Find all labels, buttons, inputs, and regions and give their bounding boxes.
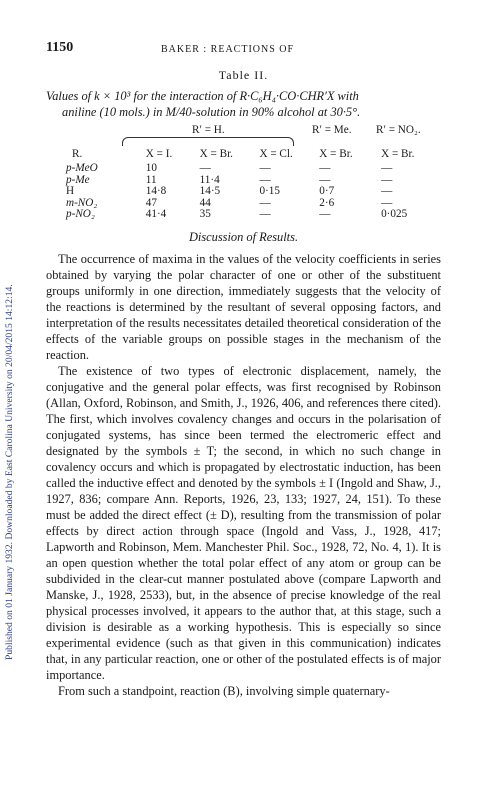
rate-table [46,149,441,220]
table-cell: 10 [145,162,157,175]
table-cell: — [381,185,393,198]
table-cell: 0·7 [319,185,335,198]
running-head: BAKER : REACTIONS OF [161,44,295,55]
group-brace-h [122,137,294,146]
table-cell: — [319,208,331,221]
table-cell: — [259,196,271,209]
table-header-row [46,149,441,163]
table-cell: m-NO₂ [66,196,98,209]
table-cell: 44 [199,196,211,209]
table-cell: 11 [145,173,157,186]
page-header [46,40,441,58]
body-paragraph: From such a standpoint, reaction (B), involving simple quaternary- [58,684,390,699]
publication-sidebar [4,60,18,660]
table-caption: Table II. [218,68,269,82]
table-title-line-2: aniline (10 mols.) in M/40-solution in 90% alcohol at 30·5°. [62,105,361,119]
table-cell: p-MeO [66,162,98,175]
table-cell: 35 [199,208,211,221]
column-header: X = Br. [319,148,353,160]
table-cell: — [259,173,271,186]
publication-note: Published on 01 January 1932. Downloaded by East Carolina University on 20/04/2015 14:12:14. [4,284,15,660]
table-cell: — [381,173,393,186]
section-heading: Discussion of Results. [188,230,299,245]
body-paragraph: The existence of two types of electronic displacement, namely, the conjugative and the general polar effects, was first recognised by Robinson (Allan, Oxford, Robinson, and Smith, J., 1926, 406, and references there cited). The first, which involves covalency changes and occurs in the polarisation of conjugated systems, has since been termed the electromeric effect and designated by the symbols ± T; the second, in which no such change in covalency occurs and which is propagated by electrostatic induction, has been called the inductive effect and denoted by the symbols ± I (Ingold and Shaw, J., 1927, 836; compare Ann. Reports, 1926, 23, 133; 1927, 24, 151). To these must be added the direct effect (± D), resulting from the transmission of polar effects by direct action through space (Ingold and Vass, J., 1928, 417; Lapworth and Robinson, Mem. Manchester Phil. Soc., 1928, 72, No. 4, 1). It is an open question whether the total polar effect of any atom or group can be subdivided in the clear-cut manner postulated above (compare Lapworth and Manske, J., 1928, 2533), but, in the absence of precise knowledge of the real physical processes involved, it appears to the author that, at this stage, such a division is desirable as a working hypothesis. This is especially so since experimental evidence (such as that given in this communication) indicates that, in any particular reaction, one or other of the postulated effects is of major importance. [46,364,441,683]
table-cell: 14·5 [199,185,221,198]
column-header: X = I. [145,148,173,160]
table-cell: 14·8 [145,185,167,198]
table-cell: 0·15 [259,185,280,198]
column-header: X = Br. [381,148,415,160]
table-cell: — [381,196,393,209]
column-group-headers [46,123,441,149]
table-cell: 41·4 [145,208,167,221]
table-cell: 11·4 [199,173,220,186]
table-cell: H [66,185,75,198]
table-cell: 0·025 [381,208,408,221]
column-header: X = Br. [199,148,233,160]
table-row [46,209,441,220]
group-header-h: R′ = H. [192,124,225,136]
group-header-no2: R′ = NO₂. [376,124,421,136]
column-header: R. [72,148,83,160]
table-cell: — [199,162,211,175]
table-cell: — [319,162,331,175]
table-cell: — [319,173,331,186]
table-title-line-1: Values of k × 10³ for the interaction of R·C₆H₄·CO·CHR′X with [46,89,359,103]
table-cell: 2·6 [319,196,335,209]
table-title [46,88,441,120]
table-cell: — [259,162,271,175]
body-paragraph: The occurrence of maxima in the values of the velocity coefficients in series obtained by varying the polar character of one or other of the substituent groups uniformly in one direction, immediately suggests that the velocity of the reactions is determined by the resultant of several opposing factors, and interpretation of the results necessitates detailed theoretical consideration of the effects of the variable groups on possible stages in the mechanism of the reaction. [46,252,441,363]
column-header: X = Cl. [259,148,293,160]
table-cell: — [259,208,271,221]
page-number: 1150 [46,40,74,55]
page-content [46,40,441,699]
table-row [46,186,441,197]
table-cell: — [381,162,393,175]
table-cell: p-NO₂ [66,208,95,221]
table-cell: p-Me [66,173,90,186]
table-cell: 47 [145,196,157,209]
group-header-me: R′ = Me. [312,124,352,136]
